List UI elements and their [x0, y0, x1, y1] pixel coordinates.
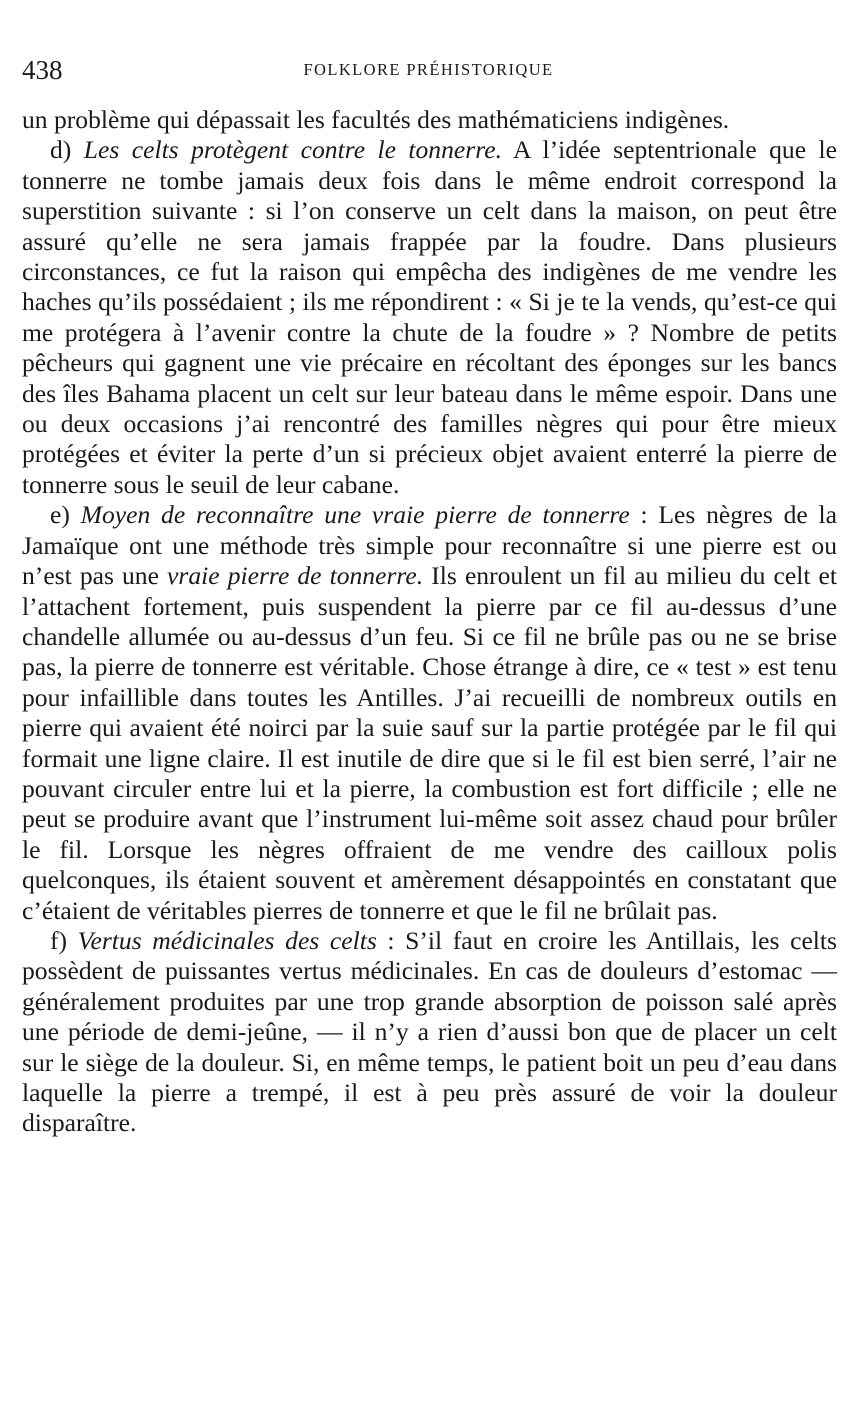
section-title: Les celts protègent contre le tonnerre. — [83, 135, 502, 165]
section-title: Vertus médicinales des celts — [77, 925, 377, 955]
emphasis-text: vraie pierre de tonnerre. — [167, 561, 424, 591]
running-title: FOLKLORE PRÉHISTORIQUE — [303, 60, 554, 79]
paragraph-text-continued: Ils enroulent un fil au milieu du celt et l’attachent fortement, puis suspendent la pierre par ce fil au-dessus d’une chandelle allumée ou au-dessus d’un feu. Si ce fil ne brûle pas ou ne se brise pas, la pierre de tonnerre est véritable. Chose étrange à dire, ce « test » est tenu pour infaillible dans toutes les Antilles. J’ai recueilli de nombreux outils en pierre qui avaient été noirci par la suie sauf sur la partie protégée par le fil qui formait une ligne claire. Il est inutile de dire que si le fil est bien serré, l’air ne pouvant circuler entre lui et la pierre, la combustion est fort difficile ; elle ne peut se produire avant que l’instrument lui-même soit assez chaud pour brûler le fil. Lorsque les nègres offraient de me vendre des cailloux polis quelconques, ils étaient souvent et amèrement désappointés en constatant que c’étaient de véritables pierres de tonnerre et que le fil ne brûlait pas. — [22, 561, 837, 925]
paragraph-f — [22, 926, 837, 1139]
section-letter: e) — [50, 500, 70, 530]
section-letter: d) — [50, 135, 72, 165]
body-text — [22, 105, 837, 1139]
section-letter: f) — [50, 925, 68, 955]
paragraph-e — [22, 500, 837, 926]
paragraph-continued — [22, 105, 837, 135]
page-header — [22, 52, 835, 88]
paragraph-text: un problème qui dépassait les facultés des mathématiciens indigènes. — [22, 105, 730, 134]
paragraph-text: A l’idée septentrionale que le tonnerre ne tombe jamais deux fois dans le même endroit correspond la superstition suivante : si l’on conserve un celt dans la maison, on peut être assuré qu’elle ne sera jamais frappée par la foudre. Dans plusieurs circonstances, ce fut la raison qui empêcha des indigènes de me vendre les haches qu’ils possédaient ; ils me répondirent : « Si je te la vends, qu’est-ce qui me protégera à l’avenir contre la chute de la foudre » ? Nombre de petits pêcheurs qui gagnent une vie précaire en récoltant des éponges sur les bancs des îles Bahama placent un celt sur leur bateau dans le même espoir. Dans une ou deux occasions j’ai rencontré des familles nègres qui pour être mieux protégées et éviter la perte d’un si précieux objet avaient enterré la pierre de tonnerre sous le seuil de leur cabane. — [22, 135, 837, 499]
section-title: Moyen de reconnaître une vraie pierre de tonnerre — [80, 500, 630, 530]
page-number: 438 — [22, 55, 63, 85]
paragraph-d — [22, 135, 837, 500]
paragraph-text: : Les nègres de la Jamaïque ont une méthode très simple pour reconnaître si une pierre est ou n’est pas une — [22, 500, 837, 591]
paragraph-text: : S’il faut en croire les Antillais, les celts possèdent de puissantes vertus médicinales. En cas de douleurs d’estomac — généralement produites par une trop grande absorption de poisson salé après une période de demi-jeûne, — il n’y a rien d’aussi bon que de placer un celt sur le siège de la douleur. Si, en même temps, le patient boit un peu d’eau dans laquelle la pierre a trempé, il est à peu près assuré de voir la douleur disparaître. — [22, 925, 837, 1138]
